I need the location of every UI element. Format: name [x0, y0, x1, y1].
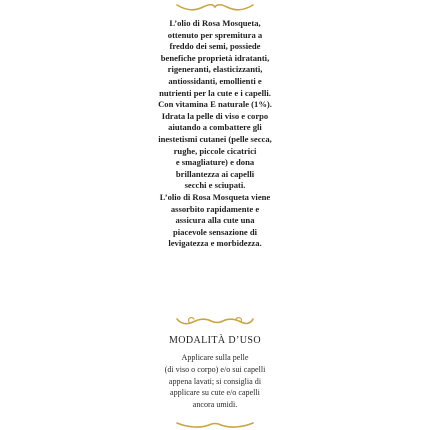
usage-title: MODALITÀ D’USO: [169, 335, 261, 346]
description-line: piacevole sensazione di: [172, 226, 258, 237]
description-line: rughe, piccole cicatrici: [173, 145, 257, 156]
description-line: assorbito rapidamente e: [170, 203, 260, 214]
description-line: secchi e sciupati.: [184, 180, 246, 191]
description-line: freddo dei semi, possiede: [169, 41, 261, 52]
description-line: levigatezza e morbidezza.: [168, 238, 262, 249]
description-line: L’olio di Rosa Mosqueta viene: [159, 191, 271, 202]
usage-line: applicare su cute e/o capelli: [170, 388, 260, 398]
description-line: ottenuto per spremitura a: [167, 29, 263, 40]
description-line: antiossidanti, emollienti e: [168, 75, 262, 86]
description-line: Idrata la pelle di viso e corpo: [161, 110, 269, 121]
description-line: assicura alla cute una: [175, 215, 255, 226]
usage-line: (di viso o corpo) e/o sui capelli: [164, 364, 266, 374]
description-line: e smagliature) e dona: [175, 157, 255, 168]
usage-instructions: [0, 352, 430, 411]
usage-line: ancora umidi.: [192, 400, 238, 410]
description-line: aiutando a combattere gli: [168, 122, 262, 133]
description-line: rigeneranti, elasticizzanti,: [167, 64, 263, 75]
usage-line: Applicare sulla pelle: [181, 353, 249, 362]
description-line: Con vitamina E naturale (1%).: [158, 99, 272, 110]
gold-swirl-divider-icon: [175, 420, 255, 430]
gold-swirl-divider-icon: [175, 2, 255, 14]
gold-swirl-divider-icon: [175, 314, 255, 328]
description-line: benefiche proprietà idratanti,: [160, 52, 270, 63]
product-description: [0, 18, 430, 250]
description-line: L’olio di Rosa Mosqueta,: [169, 18, 261, 28]
description-line: brillantezza ai capelli: [175, 168, 255, 179]
usage-line: appena lavati; si consiglia di: [168, 376, 262, 386]
description-line: inestetismi cutanei (pelle secca,: [158, 133, 272, 144]
description-line: nutrienti per la cute e i capelli.: [159, 87, 271, 98]
